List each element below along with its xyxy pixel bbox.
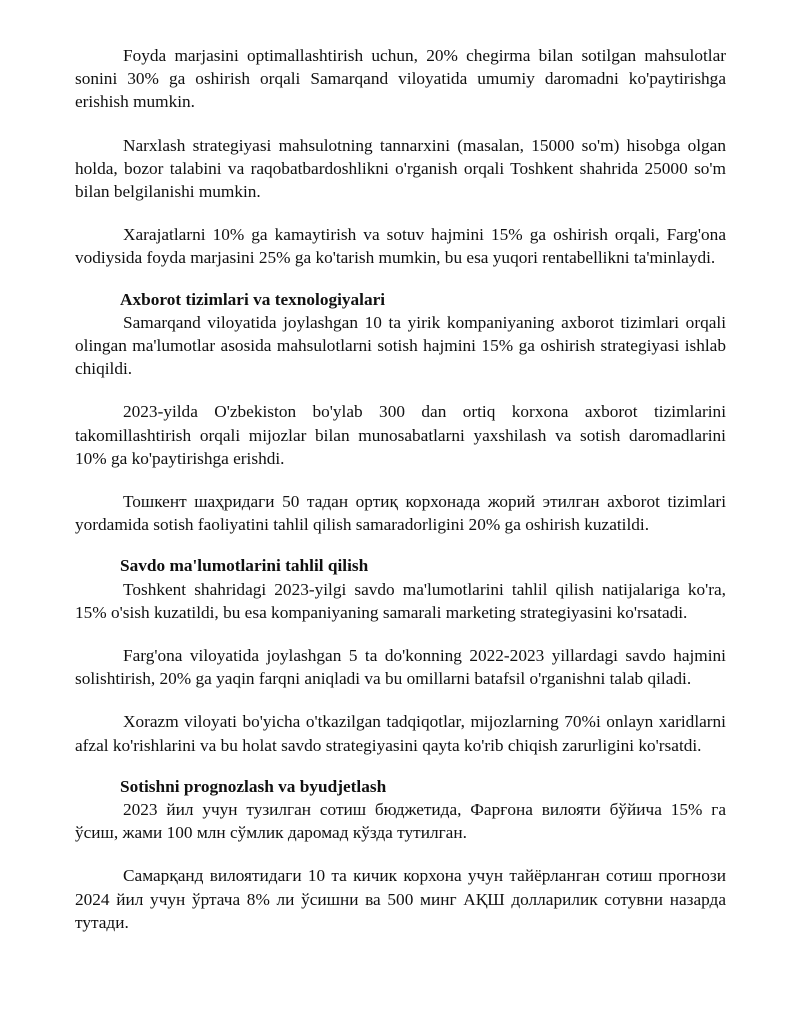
section-heading: Axborot tizimlari va texnologiyalari (120, 289, 386, 309)
section-heading: Sotishni prognozlash va byudjetlash (120, 776, 387, 796)
paragraph: Samarqand viloyatida joylashgan 10 ta yirik kompaniyaning axborot tizimlari orqali olingan ma'lumotlar asosida mahsulotlarni sotish hajmini 15% ga oshirish strategiyasi ishlab chiqildi. (75, 312, 726, 379)
paragraph: Тошкент шаҳридаги 50 тадан ортиқ корхонада жорий этилган axborot tizimlari yordamida sotish faoliyatini tahlil qilish samaradorligini 20% ga oshirish kuzatildi. (75, 492, 726, 535)
paragraph: 2023-yilda O'zbekiston bo'ylab 300 dan ortiq korxona axborot tizimlarini takomillashtirish orqali mijozlar bilan munosabatlarni yaxshilash va sotish daromadlarini 10% ga ko'paytirishga erishdi. (75, 402, 726, 468)
paragraph: Самарқанд вилоятидаги 10 та кичик корхона учун тайёрланган сотиш прогнози 2024 йил учун ўртача 8% ли ўсишни ва 500 минг АҚШ долларилик сотувни назарда тутади. (75, 866, 726, 932)
paragraph: 2023 йил учун тузилган сотиш бюджетида, Фарғона вилояти бўйича 15% га ўсиш, жами 100 млн сўмлик даромад кўзда тутилган. (75, 800, 726, 843)
paragraph: Farg'ona viloyatida joylashgan 5 ta do'konning 2022-2023 yillardagi savdo hajmini solishtirish, 20% ga yaqin farqni aniqladi va bu omillarni batafsil o'rganishni talab qiladi. (75, 646, 726, 689)
section-heading: Savdo ma'lumotlarini tahlil qilish (120, 556, 369, 576)
paragraph: Foyda marjasini optimallashtirish uchun, 20% chegirma bilan sotilgan mahsulotlar sonini 30% ga oshirish orqali Samarqand viloyatida umumiy daromadni ko'paytirishga erishish mumkin. (75, 46, 726, 112)
paragraph: Toshkent shahridagi 2023-yilgi savdo ma'lumotlarini tahlil qilish natijalariga ko'ra, 15% o'sish kuzatildi, bu esa kompaniyaning samarali marketing strategiyasini ko'rsatadi. (75, 579, 726, 622)
paragraph: Xarajatlarni 10% ga kamaytirish va sotuv hajmini 15% ga oshirish orqali, Farg'ona vodiysida foyda marjasini 25% ga ko'tarish mumkin, bu esa yuqori rentabellikni ta'minlaydi. (75, 225, 726, 268)
paragraph: Narxlash strategiyasi mahsulotning tannarxini (masalan, 15000 so'm) hisobga olgan holda, bozor talabini va raqobatbardoshlikni o'rganish orqali Toshkent shahrida 25000 so'm bilan belgilanishi mumkin. (75, 135, 726, 202)
document-page (75, 44, 726, 934)
paragraph: Xorazm viloyati bo'yicha o'tkazilgan tadqiqotlar, mijozlarning 70%i onlayn xaridlarni afzal ko'rishlarini va bu holat savdo strategiyasini qayta ko'rib chiqish zarurligini ko'rsatdi. (75, 712, 726, 755)
